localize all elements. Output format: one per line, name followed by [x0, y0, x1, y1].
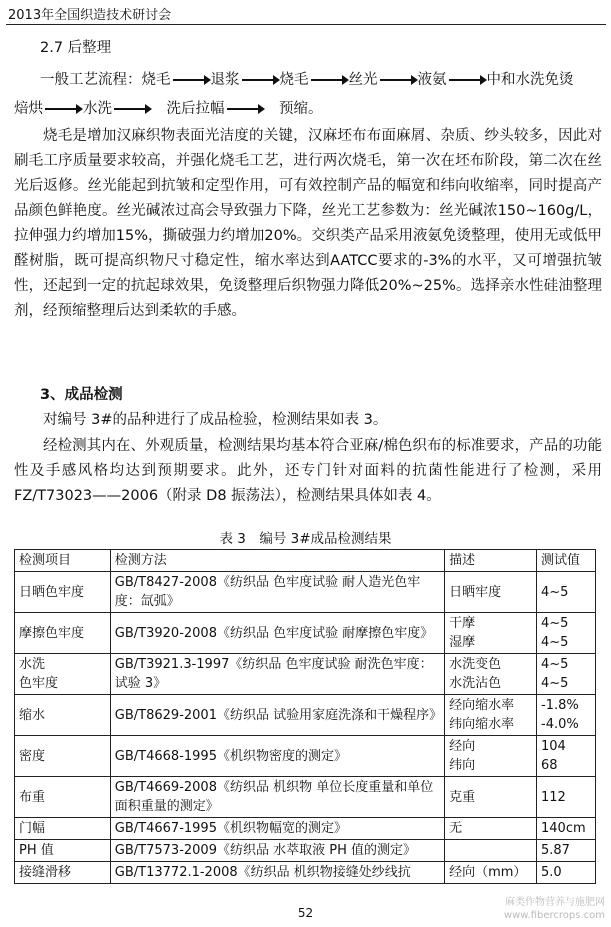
arrow-icon	[114, 108, 150, 110]
watermark-line: www.fibercrops.com	[503, 910, 605, 921]
table-row	[15, 840, 596, 862]
flow-step: 液氨	[417, 72, 447, 88]
column-header: 描述	[445, 550, 537, 572]
test-item-cell: 日晒色牢度	[15, 572, 111, 613]
table-row	[15, 572, 596, 613]
description-cell: 干摩 湿摩	[445, 613, 537, 654]
table-row	[15, 654, 596, 695]
test-item-cell: 摩擦色牢度	[15, 613, 111, 654]
section-3-title: 3、成品检测	[40, 387, 123, 403]
arrow-icon	[173, 79, 209, 81]
test-value-cell: 140cm	[537, 818, 596, 840]
column-header: 检测项目	[15, 550, 111, 572]
section-2-7-title: 2.7 后整理	[40, 40, 112, 56]
test-item-cell: 密度	[15, 736, 111, 777]
test-item-cell: 布重	[15, 777, 111, 818]
test-item-cell: 水洗 色牢度	[15, 654, 111, 695]
test-value-cell: 5.0	[537, 862, 596, 884]
arrow-icon	[449, 79, 485, 81]
inspection-summary: 经检测其内在、外观质量，检测结果均基本符合亚麻/棉色织布的标准要求，产品的功能性及手感风格均达到预期要求。此外，还专门针对面料的抗菌性能进行了检测，采用 FZ/T73023——2006（附录 D8 振荡法），检测结果具体如表 4。	[14, 438, 602, 504]
test-item-cell: 门幅	[15, 818, 111, 840]
flow-step: 洗后拉幅	[166, 101, 225, 117]
arrow-icon	[311, 79, 347, 81]
test-method-cell: GB/T4668-1995《机织物密度的测定》	[110, 736, 444, 777]
table-header-row	[15, 550, 596, 572]
description-cell: 水洗变色 水洗沾色	[445, 654, 537, 695]
test-item-cell: PH 值	[15, 840, 111, 862]
test-item-cell: 缩水	[15, 695, 111, 736]
table-row	[15, 736, 596, 777]
flow-step: 预缩。	[279, 101, 323, 117]
test-value-cell: 4~5	[537, 572, 596, 613]
flow-step: 一般工艺流程：烧毛	[40, 72, 171, 88]
description-cell: 日晒牢度	[445, 572, 537, 613]
flow-step: 焙烘	[14, 101, 43, 117]
process-flow	[14, 67, 602, 122]
test-method-cell: GB/T3920-2008《纺织品 色牢度试验 耐摩擦色牢度》	[110, 613, 444, 654]
watermark	[504, 896, 605, 922]
arrow-icon	[380, 79, 416, 81]
inspection-intro: 对编号 3#的品种进行了成品检验，检测结果如表 3。	[43, 412, 388, 428]
column-header: 测试值	[537, 550, 596, 572]
description-cell: 无	[445, 818, 537, 840]
arrow-icon	[242, 79, 278, 81]
test-method-cell: GB/T4667-1995《机织物幅宽的测定》	[110, 818, 444, 840]
description-cell: 克重	[445, 777, 537, 818]
test-value-cell: 112	[537, 777, 596, 818]
test-method-cell: GB/T8427-2008《纺织品 色牢度试验 耐人造光色牢度：氙弧》	[110, 572, 444, 613]
column-header: 检测方法	[110, 550, 444, 572]
test-item-cell: 接缝滑移	[15, 862, 111, 884]
test-value-cell: 104 68	[537, 736, 596, 777]
results-table	[14, 549, 596, 884]
test-method-cell: GB/T4669-2008《纺织品 机织物 单位长度重量和单位面积重量的测定》	[110, 777, 444, 818]
flow-step: 中和水洗免烫	[486, 72, 574, 88]
description-cell	[445, 840, 537, 862]
arrow-icon	[227, 108, 263, 110]
running-header: 2013年全国织造技术研讨会	[8, 8, 172, 23]
table-row	[15, 613, 596, 654]
test-value-cell: 4~5 4~5	[537, 613, 596, 654]
test-value-cell: -1.8% -4.0%	[537, 695, 596, 736]
table-row	[15, 818, 596, 840]
test-method-cell: GB/T7573-2009《纺织品 水萃取液 PH 值的测定》	[110, 840, 444, 862]
description-cell: 经向（mm）	[445, 862, 537, 884]
flow-step: 烧毛	[279, 72, 309, 88]
description-cell: 经向 纬向	[445, 736, 537, 777]
header-divider	[6, 24, 606, 25]
flow-step: 退浆	[210, 72, 240, 88]
table-row	[15, 777, 596, 818]
table-row	[15, 695, 596, 736]
description-cell: 经向缩水率 纬向缩水率	[445, 695, 537, 736]
page-number: 52	[297, 906, 314, 920]
test-value-cell: 4~5 4~5	[537, 654, 596, 695]
finishing-paragraph: 烧毛是增加汉麻织物表面光洁度的关键，汉麻坯布布面麻屑、杂质、纱头较多，因此对刷毛工序质量要求较高，并强化烧毛工艺，进行两次烧毛，第一次在坯布阶段，第二次在丝光后返修。丝光能起到抗皱和定型作用，可有效控制产品的幅宽和纬向收缩率，同时提高产品颜色鲜艳度。丝光碱浓过高会导致强力下降，丝光工艺参数为：丝光碱浓150~160g/L，拉伸强力约增加15%，撕破强力约增加20%。交织类产品采用液氨免烫整理，使用无或低甲醛树脂，既可提高织物尺寸稳定性，缩水率达到AATCC要求的-3%的水平，又可增强抗皱性，还起到一定的抗起球效果，免烫整理后织物强力降低20%~25%。选择亲水性硅油整理剂，经预缩整理后达到柔软的手感。	[14, 128, 602, 319]
table-caption: 表 3 编号 3#成品检测结果	[219, 531, 392, 547]
table-row	[15, 862, 596, 884]
test-method-cell: GB/T3921.3-1997《纺织品 色牢度试验 耐洗色牢度：试验 3》	[110, 654, 444, 695]
flow-step: 水洗	[83, 101, 112, 117]
test-value-cell: 5.87	[537, 840, 596, 862]
test-method-cell: GB/T8629-2001《纺织品 试验用家庭洗涤和干燥程序》	[110, 695, 444, 736]
flow-step: 丝光	[348, 72, 378, 88]
test-method-cell: GB/T13772.1-2008《纺织品 机织物接缝处纱线抗	[110, 862, 444, 884]
watermark-line: 麻类作物营养与施肥网	[505, 897, 605, 908]
arrow-icon	[45, 108, 81, 110]
